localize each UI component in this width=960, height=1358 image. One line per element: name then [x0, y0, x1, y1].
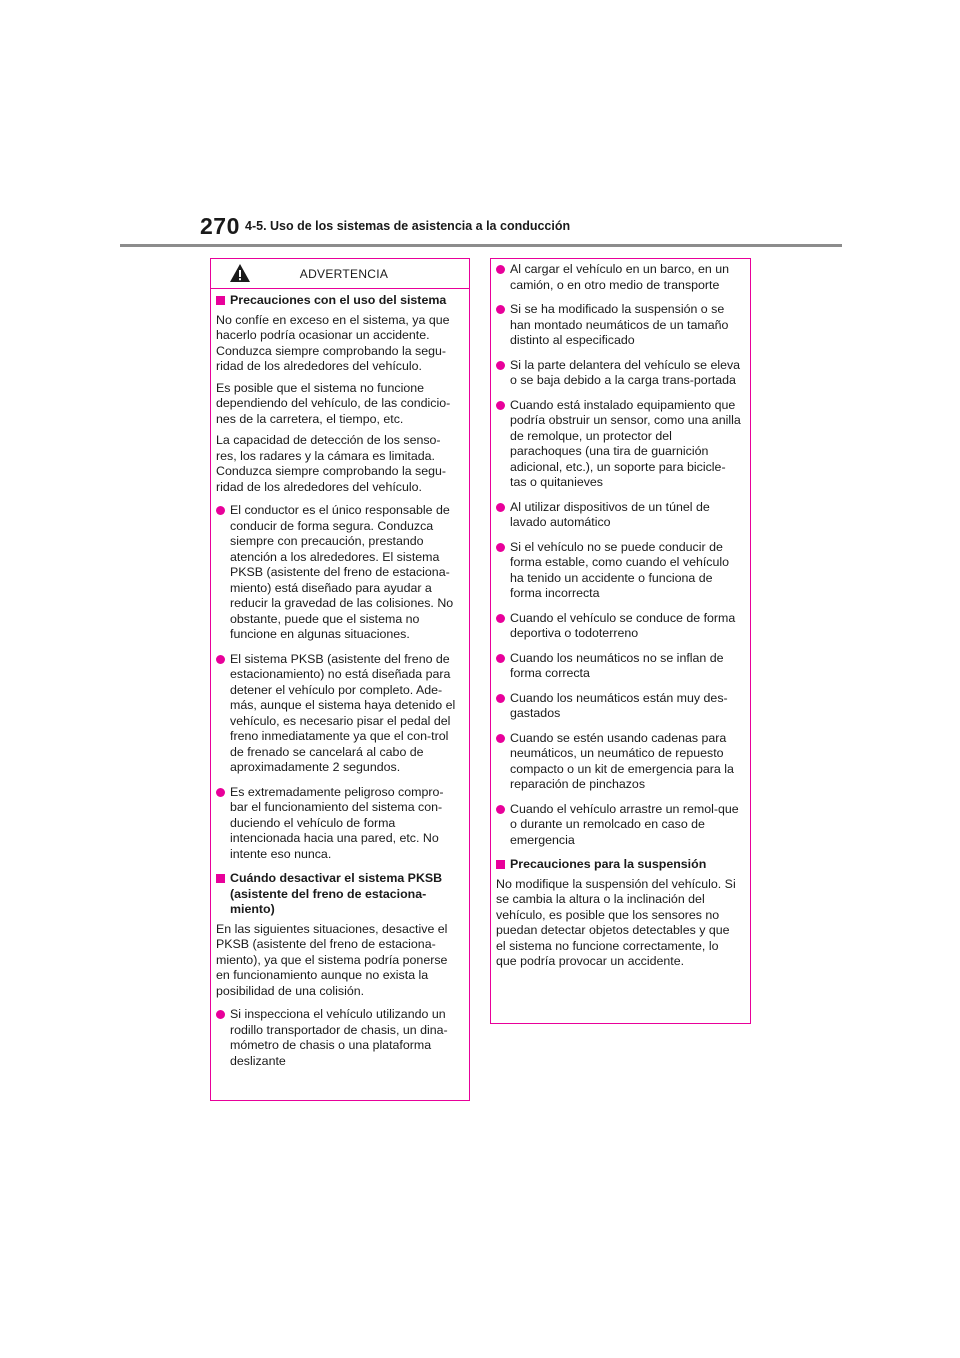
- round-bullet-icon: [496, 401, 505, 410]
- list-item: Cuando se estén usando cadenas para neumáticos, un neumático de repuesto compacto o un kit de emergencia para la reparación de pinchazos: [496, 731, 742, 793]
- warning-box-left: [210, 258, 470, 1101]
- section-title: 4-5. Uso de los sistemas de asistencia a la conducción: [245, 219, 571, 233]
- paragraph: Es posible que el sistema no funcione dependiendo del vehículo, de las condicio-nes de la carretera, el tiempo, etc.: [216, 380, 451, 426]
- list-item: Si inspecciona el vehículo utilizando un rodillo transportador de chasis, un dina-mómetro de chasis o una plataforma deslizante: [216, 1007, 461, 1069]
- square-bullet-icon: [216, 874, 225, 883]
- round-bullet-icon: [496, 305, 505, 314]
- round-bullet-icon: [216, 655, 225, 664]
- warning-title: ADVERTENCIA: [299, 266, 389, 281]
- warning-body-right: [491, 259, 750, 970]
- list-item: Si la parte delantera del vehículo se eleva o se baja debido a la carga trans-portada: [496, 358, 742, 389]
- list-item: Al utilizar dispositivos de un túnel de lavado automático: [496, 500, 742, 531]
- list-item: Al cargar el vehículo en un barco, en un camión, o en otro medio de transporte: [496, 262, 742, 293]
- round-bullet-icon: [496, 734, 505, 743]
- square-bullet-icon: [496, 860, 505, 869]
- round-bullet-icon: [496, 543, 505, 552]
- list-item: Si se ha modificado la suspensión o se han montado neumáticos de un tamaño distinto al especificado: [496, 302, 742, 349]
- list-item: Si el vehículo no se puede conducir de forma estable, como cuando el vehículo ha tenido un accidente o funciona de forma incorrecta: [496, 540, 742, 602]
- warning-box-right: [490, 258, 751, 1024]
- round-bullet-icon: [496, 654, 505, 663]
- round-bullet-icon: [496, 805, 505, 814]
- paragraph: No confíe en exceso en el sistema, ya que hacerlo podría ocasionar un accidente. Conduzca siempre comprobando la segu-ridad de los alrededores del vehículo.: [216, 312, 450, 373]
- square-bullet-icon: [216, 296, 225, 305]
- section-heading: Cuándo desactivar el sistema PKSB (asistente del freno de estaciona-miento): [216, 871, 461, 918]
- paragraph: No modifique la suspensión del vehículo. Si se cambia la altura o la inclinación del vehículo, es posible que los sensores no puedan detectar objetos detectables y que el sistema no funcione correctamente, lo que podría provocar un accidente.: [496, 876, 736, 968]
- warning-header: [211, 259, 469, 289]
- list-item: El sistema PKSB (asistente del freno de estacionamiento) no está diseñada para detener el vehículo por completo. Ade-más, aunque el sistema haya detenido el vehículo, es necesario pisar el pedal del freno inmediatamente ya que el con-trol de frenado se cancelará al cabo de aproximadamente 2 segundos.: [216, 652, 461, 776]
- list-item: Cuando el vehículo arrastre un remol-que o durante un remolcado en caso de emergencia: [496, 802, 742, 849]
- round-bullet-icon: [216, 788, 225, 797]
- page-number: 270: [200, 213, 240, 239]
- list-item: Es extremadamente peligroso compro-bar el funcionamiento del sistema con-duciendo el vehículo de forma intencionada hacia una pared, etc. No intente eso nunca.: [216, 785, 461, 863]
- round-bullet-icon: [496, 265, 505, 274]
- list-item: Cuando el vehículo se conduce de forma deportiva o todoterreno: [496, 611, 742, 642]
- paragraph: La capacidad de detección de los senso-res, los radares y la cámara es limitada. Conduzca siempre comprobando la segu-ridad de los alrededores del vehículo.: [216, 433, 447, 494]
- list-item: Cuando los neumáticos están muy des-gastados: [496, 691, 742, 722]
- round-bullet-icon: [216, 506, 225, 515]
- round-bullet-icon: [496, 694, 505, 703]
- list-item: Cuando los neumáticos no se inflan de forma correcta: [496, 651, 742, 682]
- round-bullet-icon: [216, 1010, 225, 1019]
- warning-triangle-icon: [229, 263, 251, 283]
- warning-body-left: [211, 289, 469, 1069]
- round-bullet-icon: [496, 614, 505, 623]
- list-item: El conductor es el único responsable de conducir de forma segura. Conduzca siempre con precaución, prestando atención a los alrededores. El sistema PKSB (asistente del freno de estaciona-miento) está diseñado para ayudar a reducir la gravedad de las colisiones. No obstante, puede que el sistema no funcione en algunas situaciones.: [216, 503, 461, 643]
- round-bullet-icon: [496, 361, 505, 370]
- section-heading: Precauciones con el uso del sistema: [216, 293, 461, 309]
- list-item: Cuando está instalado equipamiento que podría obstruir un sensor, como una anilla de remolque, un protector del parachoques (una tira de guarnición adicional, etc.), un soporte para bicicle-tas o quitanieves: [496, 398, 742, 491]
- round-bullet-icon: [496, 503, 505, 512]
- section-heading: Precauciones para la suspensión: [496, 857, 742, 873]
- paragraph: En las siguientes situaciones, desactive el PKSB (asistente del freno de estaciona-miento), ya que el sistema podría ponerse en funcionamiento aunque no exista la posibilidad de una colisión.: [216, 921, 448, 998]
- header-rule: [120, 244, 842, 247]
